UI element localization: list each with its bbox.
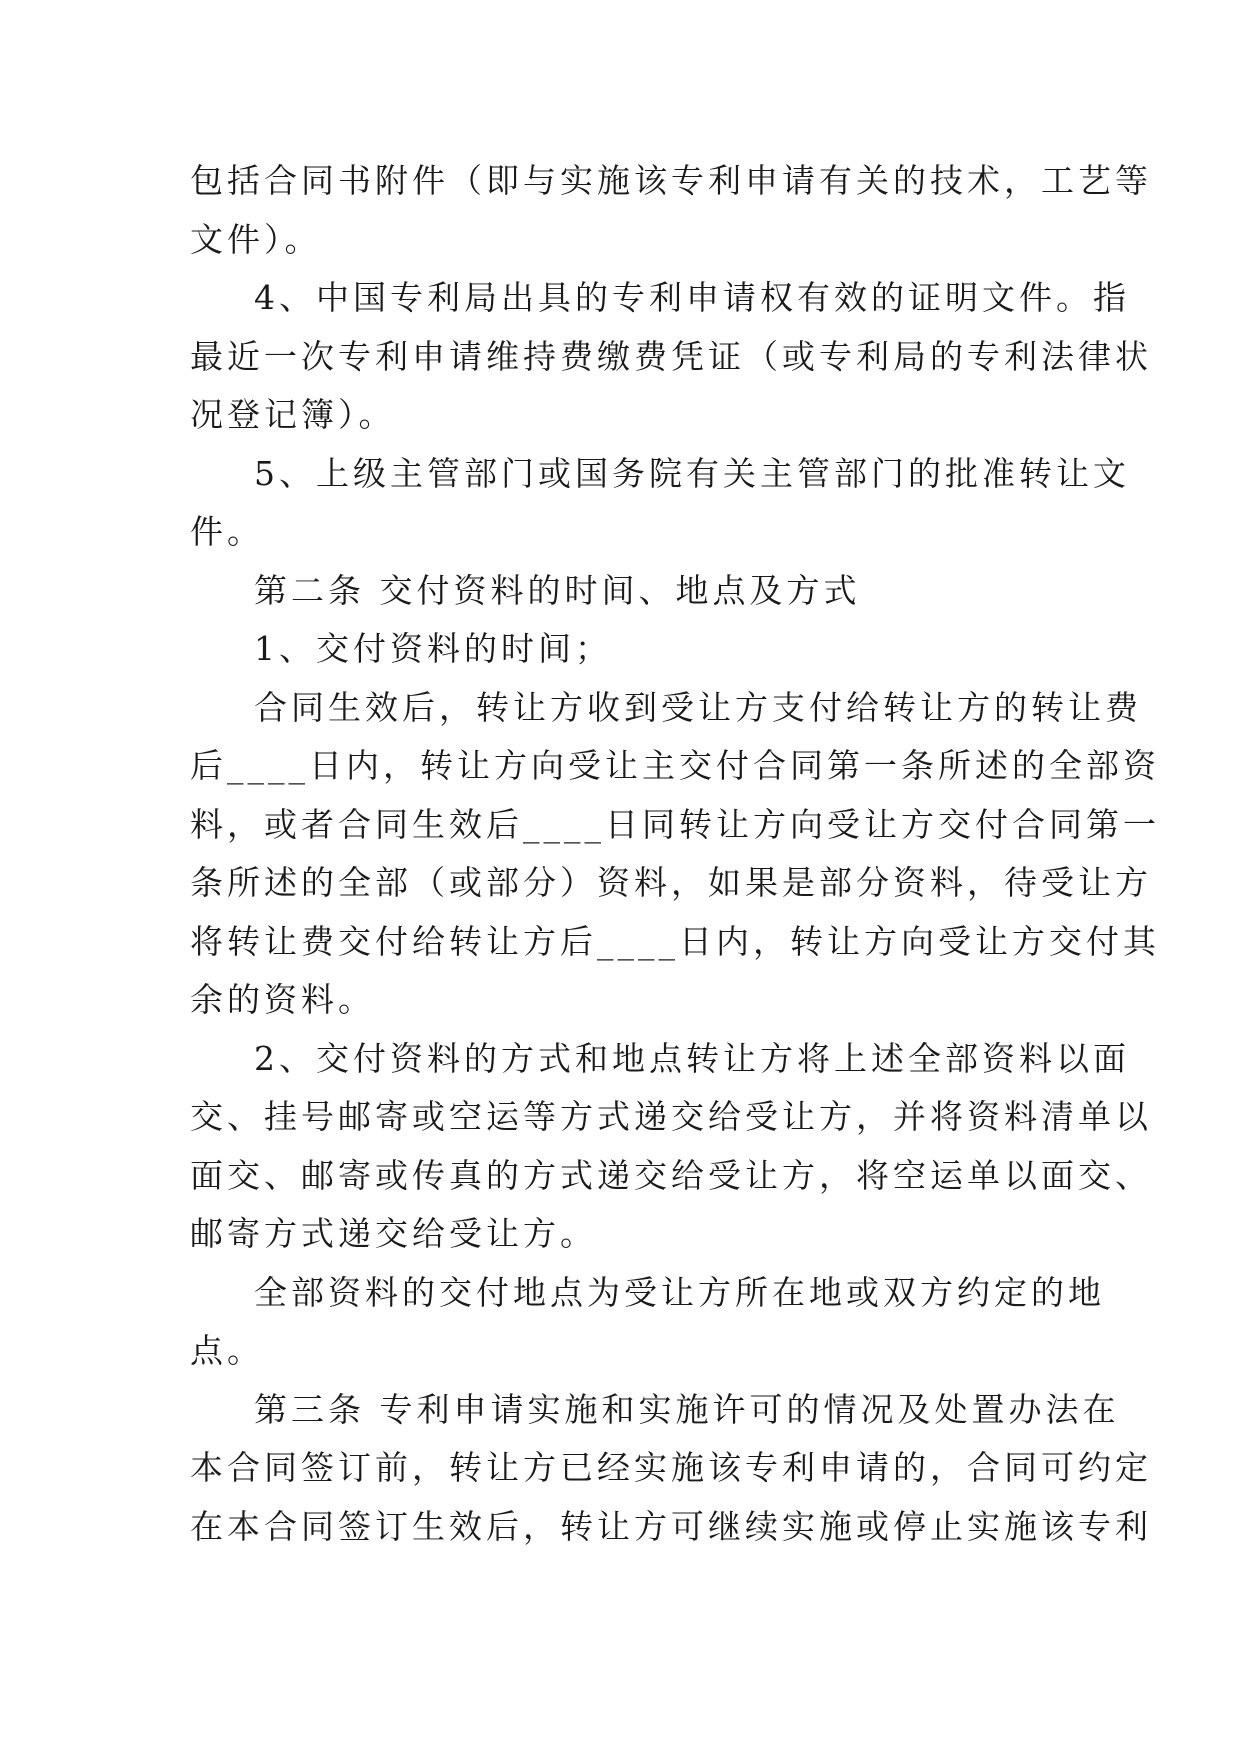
text-line: 条所述的全部（或部分）资料，如果是部分资料，待受让方 [190,863,1152,902]
text-line: 4、中国专利局出具的专利申请权有效的证明文件。指 [254,278,1130,317]
text-line: 交、挂号邮寄或空运等方式递交给受让方，并将资料清单以 [190,1097,1152,1136]
text-line: 件。 [190,512,264,551]
text-line: 1、交付资料的时间； [254,629,612,668]
text-line: 况登记簿）。 [190,395,396,434]
text-line: 在本合同签订生效后，转让方可继续实施或停止实施该专利 [190,1506,1152,1546]
text-line: 2、交付资料的方式和地点转让方将上述全部资料以面 [254,1038,1130,1078]
text-line: 点。 [190,1331,264,1370]
text-line: 全部资料的交付地点为受让方所在地或双方约定的地 [254,1272,1105,1312]
text-line: 文件）。 [190,219,322,259]
text-line: 后____日内，转让方向受让主交付合同第一条所述的全部资 [190,746,1160,785]
section-heading: 第二条 交付资料的时间、地点及方式 [254,570,861,610]
text-line: 合同生效后，转让方收到受让方支付给转让方的转让费 [254,687,1142,727]
text-line: 本合同签订前，转让方已经实施该专利申请的，合同可约定 [190,1448,1152,1487]
text-line: 面交、邮寄或传真的方式递交给受让方，将空运单以面交、 [190,1155,1152,1195]
text-line: 料，或者合同生效后____日同转让方向受让方交付合同第一 [190,804,1160,844]
text-line: 包括合同书附件（即与实施该专利申请有关的技术，工艺等 [190,161,1152,200]
text-line: 最近一次专利申请维持费缴费凭证（或专利局的专利法律状 [190,336,1152,376]
text-line: 将转让费交付给转让方后____日内，转让方向受让方交付其 [190,921,1160,961]
text-line: 邮寄方式递交给受让方。 [190,1214,597,1253]
document-body [190,152,1160,1556]
text-line: 余的资料。 [190,980,375,1019]
section-heading: 第三条 专利申请实施和实施许可的情况及处置办法在 [254,1389,1120,1429]
text-line: 5、上级主管部门或国务院有关主管部门的批准转让文 [254,453,1130,493]
